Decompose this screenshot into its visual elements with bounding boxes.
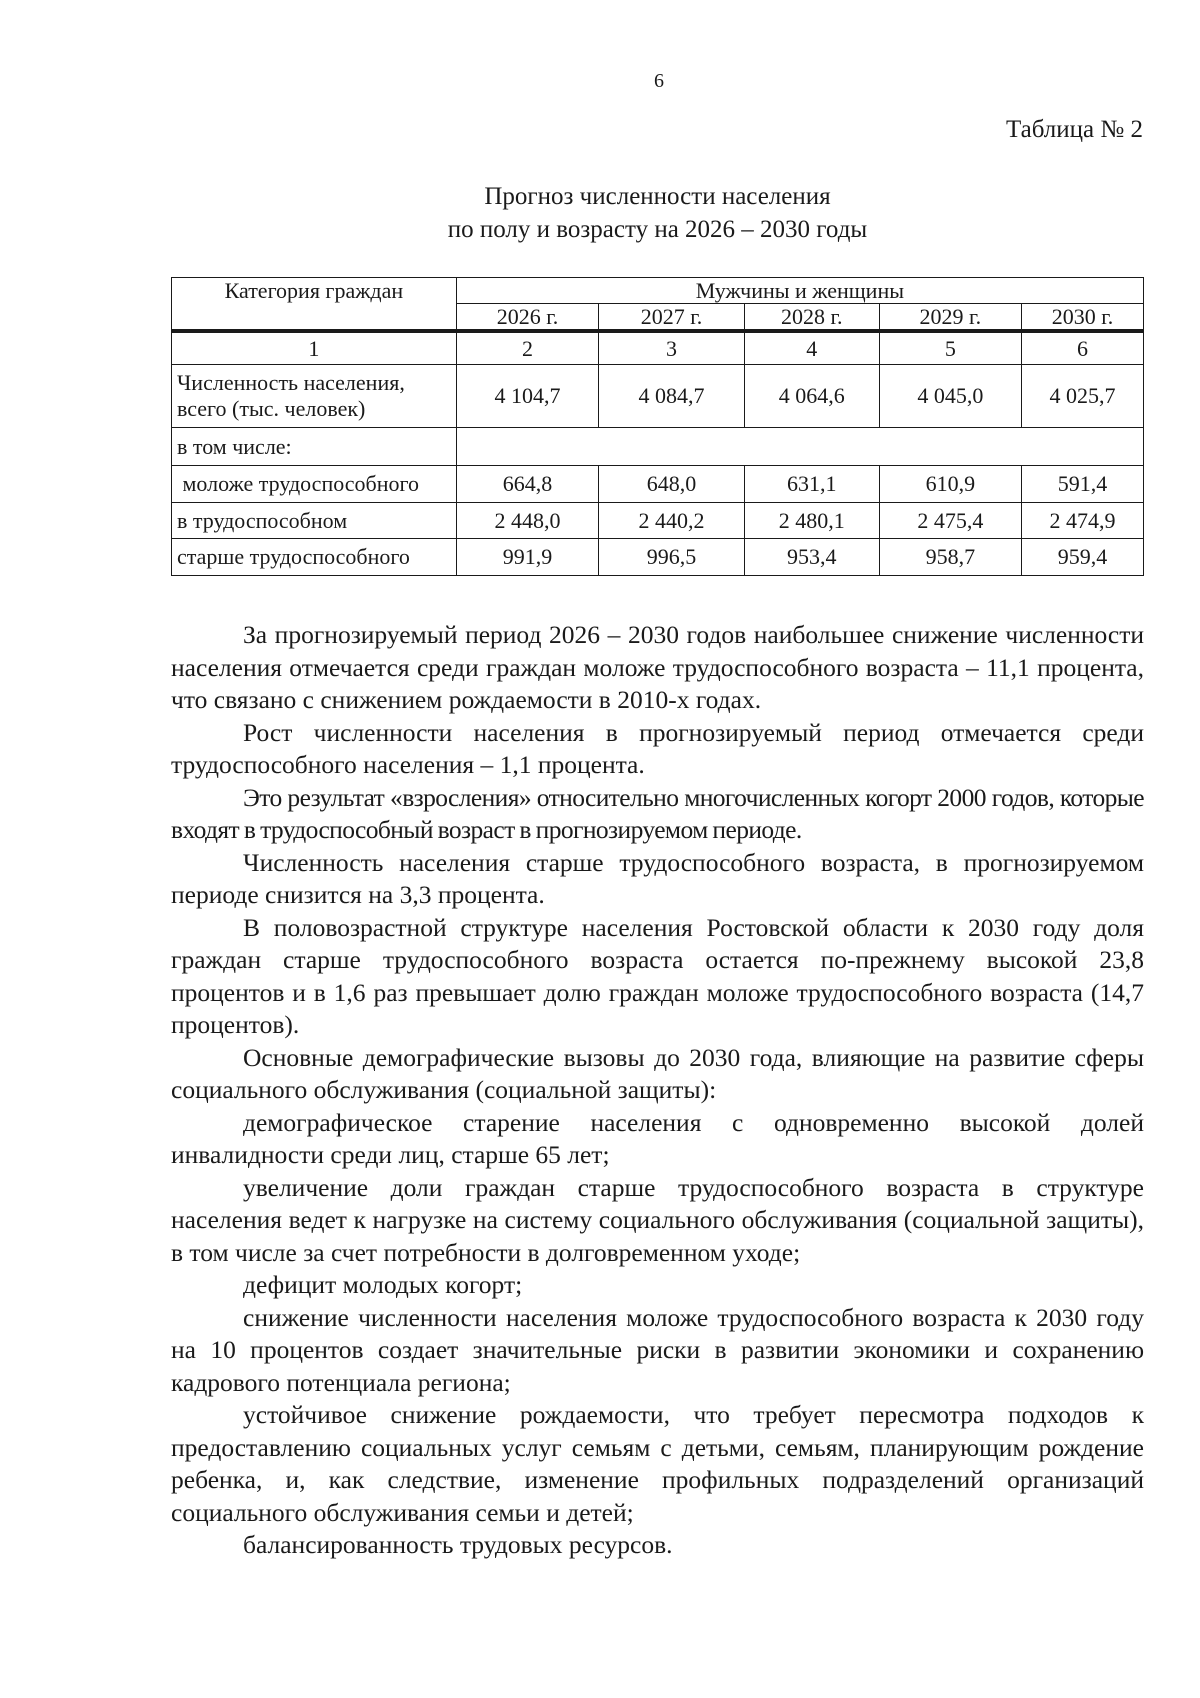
page-number: 6 [654,70,664,92]
table-cell: 953,4 [744,538,879,575]
table-row [172,538,1144,575]
column-number: 1 [172,331,457,364]
body-text [171,619,1144,1562]
header-year: 2026 г. [456,304,598,332]
table-cell: 648,0 [599,465,745,502]
table-column-number-row [172,331,1144,364]
column-number: 4 [744,331,879,364]
row-label: в трудоспособном [172,502,457,538]
table-row [172,465,1144,502]
table-title-line-2: по полу и возрасту на 2026 – 2030 годы [447,216,868,243]
table-cell: 4 045,0 [879,364,1021,427]
paragraph: За прогнозируемый период 2026 – 2030 годов наибольшее снижение численности населения отмечается среди граждан моложе трудоспособного возраста – 11,1 процента, что связано с снижением рождаемости в 2010-х годах. [171,620,1144,714]
table-label: Таблица № 2 [1005,116,1143,143]
table-cell: 4 084,7 [599,364,745,427]
column-number: 3 [599,331,745,364]
paragraph: балансированность трудовых ресурсов. [243,1530,673,1559]
header-year: 2027 г. [599,304,745,332]
header-year: 2028 г. [744,304,879,332]
table-cell: 2 474,9 [1022,502,1144,538]
paragraph: снижение численности населения моложе трудоспособного возраста к 2030 году на 10 процентов создает значительные риски в развитии экономики и сохранению кадрового потенциала региона; [171,1302,1144,1397]
paragraph: Это результат «взросления» относительно многочисленных когорт 2000 годов, которые входят в трудоспособный возраст в прогнозируемом периоде. [171,782,1144,844]
population-forecast-table [171,277,1144,576]
column-number: 6 [1022,331,1144,364]
table-cell: 2 440,2 [599,502,745,538]
table-cell: 2 475,4 [879,502,1021,538]
row-label: в том числе: [172,427,457,465]
table-title-line-1: Прогноз численности населения [484,183,831,210]
row-label [172,364,457,427]
paragraph: устойчивое снижение рождаемости, что требует пересмотра подходов к предоставлению социальных услуг семьям с детьми, семьям, планирующим рождение ребенка, и, как следствие, изменение профильных подразделений организаций социального обслуживания семьи и детей; [171,1400,1144,1527]
table-row [172,502,1144,538]
paragraph: Рост численности населения в прогнозируемый период отмечается среди трудоспособного населения – 1,1 процента. [171,717,1144,779]
row-label: старше трудоспособного [172,538,457,575]
table-title [170,180,1145,246]
table-row [172,427,1144,465]
column-number: 2 [456,331,598,364]
table-cell: 4 025,7 [1022,364,1144,427]
table-cell: 610,9 [879,465,1021,502]
header-year: 2030 г. [1022,304,1144,332]
table-cell: 4 064,6 [744,364,879,427]
paragraph: дефицит молодых когорт; [243,1270,523,1299]
table-header-row [172,278,1144,304]
table-row [172,364,1144,427]
table-cell: 4 104,7 [456,364,598,427]
paragraph: В половозрастной структуре населения Ростовской области к 2030 году доля граждан старше трудоспособного возраста остается по-прежнему высокой 23,8 процентов и в 1,6 раз превышает долю граждан моложе трудоспособного возраста (14,7 процентов). [171,912,1144,1039]
empty-cell [456,427,1143,465]
header-group: Мужчины и женщины [456,278,1143,304]
paragraph: увеличение доли граждан старше трудоспособного возраста в структуре населения ведет к нагрузке на систему социального обслуживания (социальной защиты), в том числе за счет потребности в долговременном уходе; [171,1172,1144,1267]
paragraph: демографическое старение населения с одновременно высокой долей инвалидности среди лиц, старше 65 лет; [171,1107,1144,1169]
header-year: 2029 г. [879,304,1021,332]
paragraph: Численность населения старше трудоспособного возраста, в прогнозируемом периоде снизится на 3,3 процента. [171,847,1144,909]
table-cell: 631,1 [744,465,879,502]
table-cell: 996,5 [599,538,745,575]
table-cell: 2 448,0 [456,502,598,538]
table-cell: 958,7 [879,538,1021,575]
row-label: моложе трудоспособного [172,465,457,502]
paragraph: Основные демографические вызовы до 2030 года, влияющие на развитие сферы социального обслуживания (социальной защиты): [171,1042,1144,1104]
table-cell: 664,8 [456,465,598,502]
table-cell: 959,4 [1022,538,1144,575]
table-cell: 991,9 [456,538,598,575]
table-cell: 591,4 [1022,465,1144,502]
table-cell: 2 480,1 [744,502,879,538]
row-label-line: всего (тыс. человек) [177,395,366,421]
header-category: Категория граждан [172,278,457,332]
row-label-line: Численность населения, [177,369,405,395]
column-number: 5 [879,331,1021,364]
